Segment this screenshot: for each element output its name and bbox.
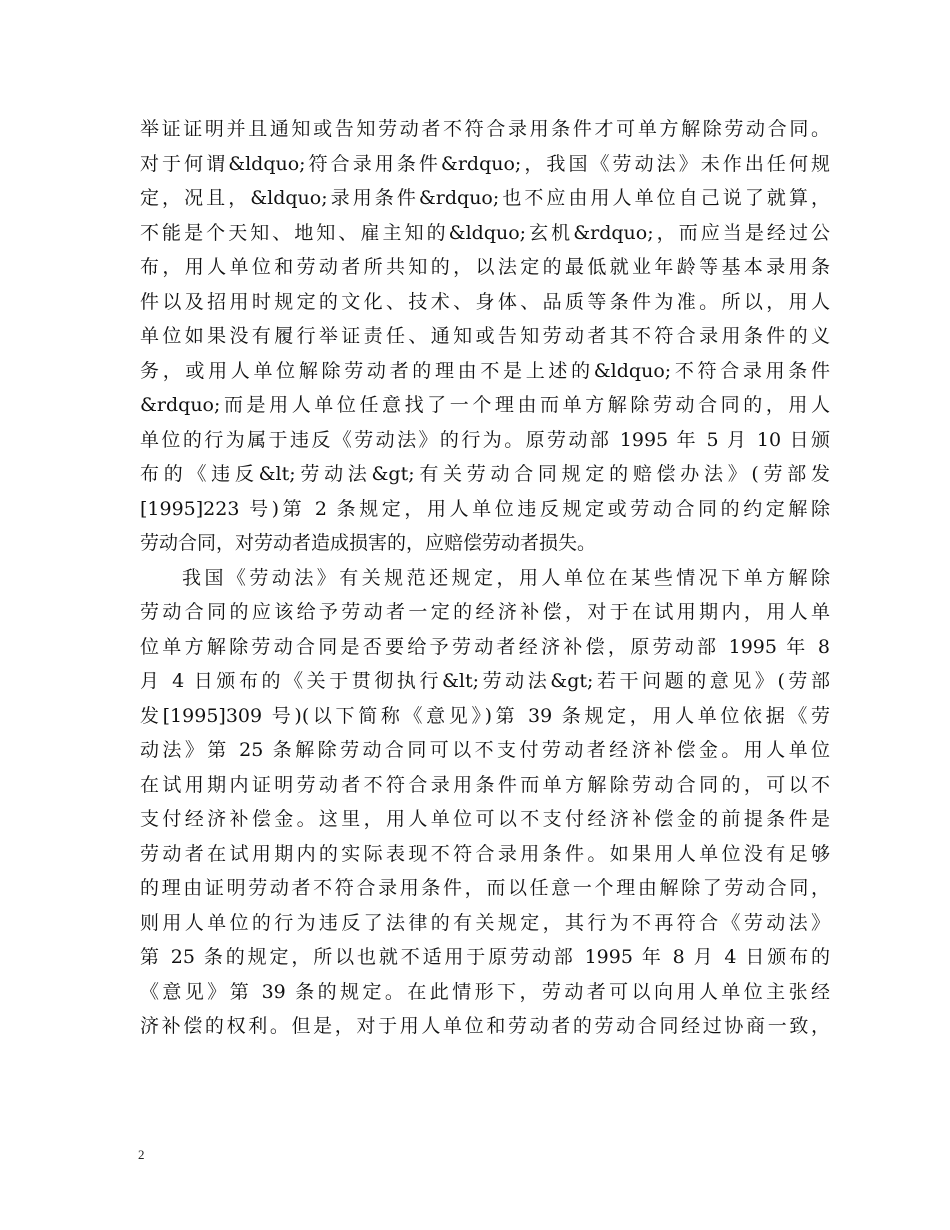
text-line: 务，或用人单位解除劳动者的理由不是上述的&ldquo;不符合录用条件 — [140, 359, 830, 382]
text-line: 支付经济补偿金。这里，用人单位可以不支付经济补偿金的前提条件是 — [140, 808, 830, 830]
paragraph-end-line: 劳动合同，对劳动者造成损害的，应赔偿劳动者损失。 — [140, 532, 597, 554]
body-text — [140, 112, 830, 1044]
text-line: 在试用期内证明劳动者不符合录用条件而单方解除劳动合同的，可以不 — [140, 773, 830, 796]
text-line: 月 4 日颁布的《关于贯彻执行&lt;劳动法&gt;若干问题的意见》(劳部 — [140, 670, 830, 692]
text-line: 单位的行为属于违反《劳动法》的行为。原劳动部 1995 年 5 月 10 日颁 — [140, 428, 830, 451]
text-line: 位单方解除劳动合同是否要给予劳动者经济补偿，原劳动部 1995 年 8 — [140, 635, 830, 658]
text-line: 定，况且，&ldquo;录用条件&rdquo;也不应由用人单位自己说了就算， — [140, 187, 830, 209]
text-line: 布的《违反&lt;劳动法&gt;有关劳动合同规定的赔偿办法》(劳部发 — [140, 463, 830, 485]
text-line: 单位如果没有履行举证责任、通知或告知劳动者其不符合录用条件的义 — [140, 325, 830, 347]
text-line: 的理由证明劳动者不符合录用条件，而以任意一个理由解除了劳动合同， — [140, 877, 830, 899]
text-line: &rdquo;而是用人单位任意找了一个理由而单方解除劳动合同的，用人 — [140, 394, 830, 416]
text-line: 《意见》第 39 条的规定。在此情形下，劳动者可以向用人单位主张经 — [140, 980, 830, 1003]
page-number: 2 — [138, 1147, 145, 1162]
text-line: 劳动合同的应该给予劳动者一定的经济补偿，对于在试用期内，用人单 — [140, 601, 830, 623]
text-line: 举证证明并且通知或告知劳动者不符合录用条件才可单方解除劳动合同。 — [140, 118, 830, 140]
text-line: 则用人单位的行为违反了法律的有关规定，其行为不再符合《劳动法》 — [140, 911, 830, 934]
text-line: 动法》第 25 条解除劳动合同可以不支付劳动者经济补偿金。用人单位 — [140, 739, 830, 761]
text-line: 劳动者在试用期内的实际表现不符合录用条件。如果用人单位没有足够 — [140, 842, 830, 865]
text-line: 布，用人单位和劳动者所共知的，以法定的最低就业年龄等基本录用条 — [140, 256, 830, 278]
paragraph-first-line: 我国《劳动法》有关规范还规定，用人单位在某些情况下单方解除 — [182, 566, 830, 589]
text-line: 件以及招用时规定的文化、技术、身体、品质等条件为准。所以，用人 — [140, 290, 830, 313]
text-line: [1995]223 号)第 2 条规定，用人单位违反规定或劳动合同的约定解除 — [140, 497, 830, 520]
text-line: 第 25 条的规定，所以也就不适用于原劳动部 1995 年 8 月 4 日颁布的 — [140, 946, 830, 968]
text-line: 济补偿的权利。但是，对于用人单位和劳动者的劳动合同经过协商一致， — [140, 1015, 830, 1037]
text-line: 不能是个天知、地知、雇主知的&ldquo;玄机&rdquo;，而应当是经过公 — [140, 221, 830, 244]
text-line: 发[1995]309 号)(以下简称《意见》)第 39 条规定，用人单位依据《劳 — [140, 704, 830, 727]
text-line: 对于何谓&ldquo;符合录用条件&rdquo;，我国《劳动法》未作出任何规 — [140, 152, 830, 175]
